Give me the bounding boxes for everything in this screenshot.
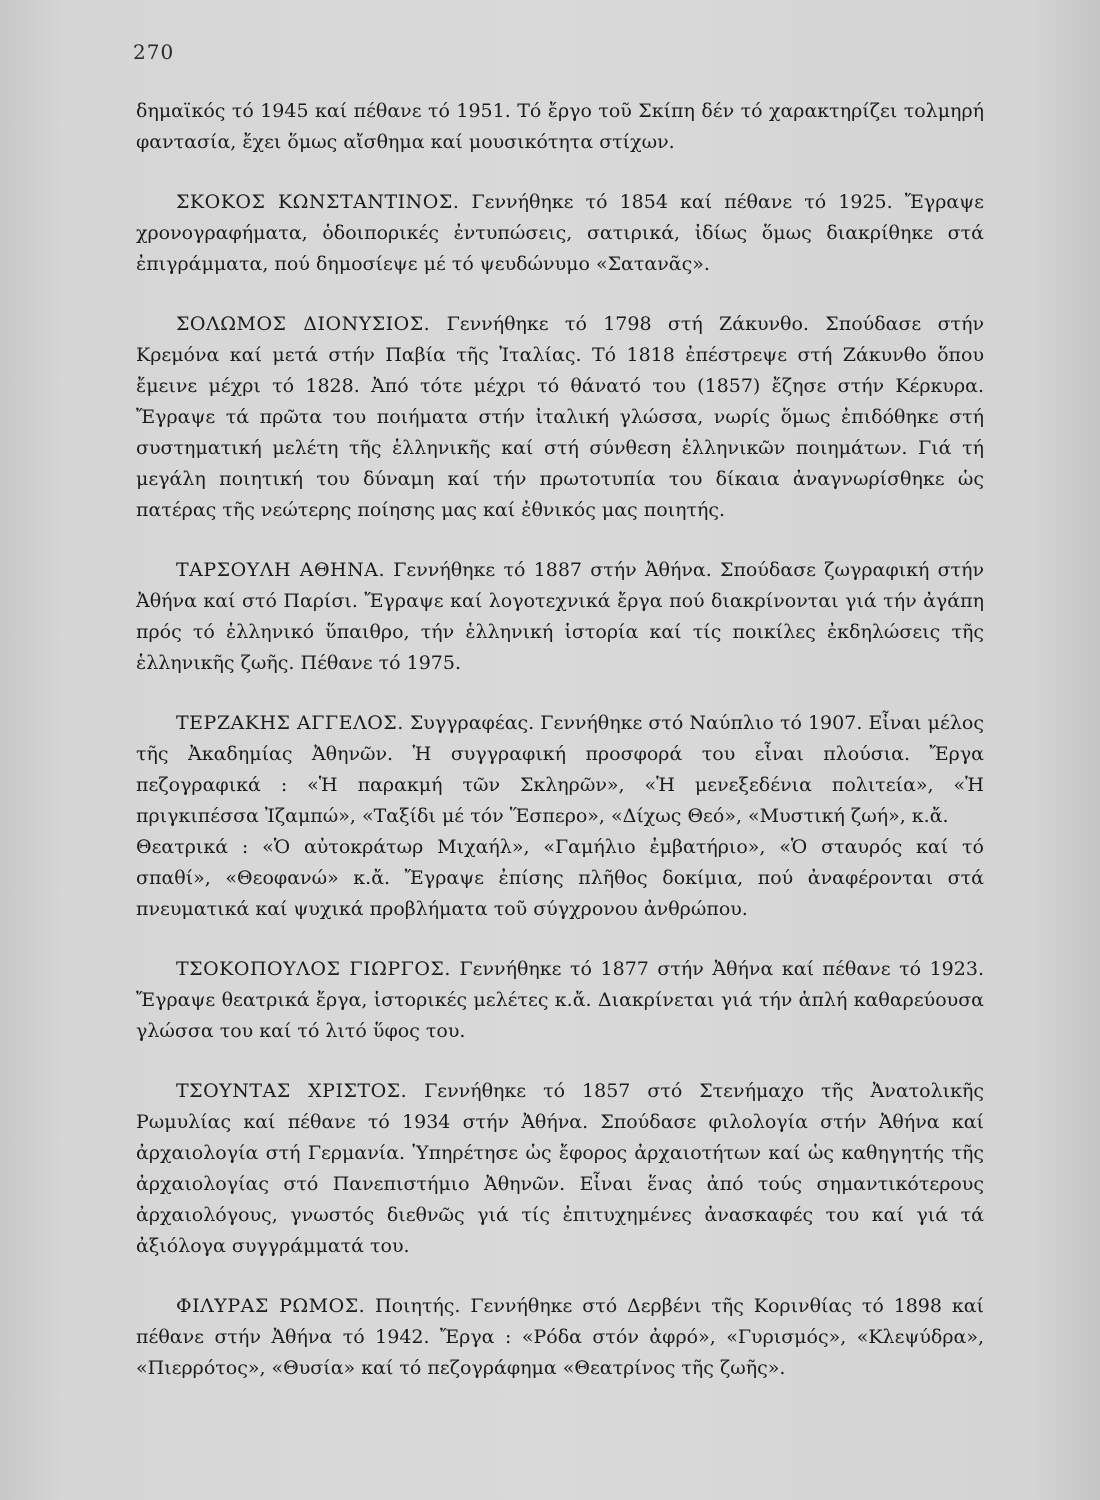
entry-name: ΤΣΟΥΝΤΑΣ ΧΡΙΣΤΟΣ.	[176, 1080, 408, 1102]
entry-name: ΤΕΡΖΑΚΗΣ ΑΓΓΕΛΟΣ.	[176, 712, 404, 734]
entry-name: ΤΣΟΚΟΠΟΥΛΟΣ ΓΙΩΡΓΟΣ.	[176, 958, 451, 980]
entry-tsountas	[136, 1076, 984, 1262]
entry-terzakis	[136, 708, 984, 832]
entry-solomos	[136, 309, 984, 526]
page-number: 270	[133, 40, 175, 64]
text-body	[136, 96, 984, 1413]
entry-skokos	[136, 187, 984, 280]
intro-paragraph: δημαϊκός τό 1945 καί πέθανε τό 1951. Τό ἔργο τοῦ Σκίπη δέν τό χαρακτηρίζει τολμηρή φαντασία, ἔχει ὅμως αἴσθημα καί μουσικότητα στίχων.	[136, 100, 984, 153]
entry-name: ΣΟΛΩΜΟΣ ΔΙΟΝΥΣΙΟΣ.	[176, 313, 431, 335]
entry-text: Ποιητής. Γεννήθηκε στό Δερβένι τῆς Κορινθίας τό 1898 καί πέθανε στήν Ἀθήνα τό 1942. Ἔργα : «Ρόδα στόν ἀφρό», «Γυρισμός», «Κλεψύδρα», «Πιερρότος», «Θυσία» καί τό πεζογράφημα «Θεατρίνος τῆς ζωῆς».	[136, 1295, 984, 1379]
entry-name: ΣΚΟΚΟΣ ΚΩΝΣΤΑΝΤΙΝΟΣ.	[176, 191, 460, 213]
entry-text: Γεννήθηκε τό 1887 στήν Ἀθήνα. Σπούδασε ζωγραφική στήν Ἀθήνα καί στό Παρίσι. Ἔγραψε καί λογοτεχνικά ἔργα πού διακρίνονται γιά τήν ἀγάπη πρός τό ἑλληνικό ὕπαιθρο, τήν ἑλληνική ἱστορία καί τίς ποικίλες ἐκδηλώσεις τῆς ἑλληνικῆς ζωῆς. Πέθανε τό 1975.	[136, 559, 984, 674]
entry-terzakis-continuation: Θεατρικά : «Ὁ αὐτοκράτωρ Μιχαήλ», «Γαμήλιο ἐμβατήριο», «Ὁ σταυρός καί τό σπαθί», «Θεοφανώ» κ.ἄ. Ἔγραψε ἐπίσης πλῆθος δοκίμια, πού ἀναφέρονται στά πνευματικά καί ψυχικά προβλήματα τοῦ σύγχρονου ἀνθρώπου.	[136, 836, 984, 920]
entry-text: Γεννήθηκε τό 1798 στή Ζάκυνθο. Σπούδασε στήν Κρεμόνα καί μετά στήν Παβία τῆς Ἰταλίας. Τό 1818 ἐπέστρεψε στή Ζάκυνθο ὅπου ἔμεινε μέχρι τό 1828. Ἀπό τότε μέχρι τό θάνατό του (1857) ἔζησε στήν Κέρκυρα. Ἔγραψε τά πρῶτα του ποιήματα στήν ἰταλική γλώσσα, νωρίς ὅμως ἐπιδόθηκε στή συστηματική μελέτη τῆς ἑλληνικῆς καί στή σύνθεση ἑλληνικῶν ποιημάτων. Γιά τή μεγάλη ποιητική του δύναμη καί τήν πρωτοτυπία του δίκαια ἀναγνωρίσθηκε ὡς πατέρας τῆς νεώτερης ποίησης μας καί ἐθνικός μας ποιητής.	[136, 313, 985, 521]
entry-text: Γεννήθηκε τό 1854 καί πέθανε τό 1925. Ἔγραψε χρονογραφήματα, ὁδοιπορικές ἐντυπώσεις, σατιρικά, ἰδίως ὅμως διακρίθηκε στά ἐπιγράμματα, πού δημοσίεψε μέ τό ψευδώνυμο «Σατανᾶς».	[136, 191, 984, 275]
entry-text: Γεννήθηκε τό 1857 στό Στενήμαχο τῆς Ἀνατολικῆς Ρωμυλίας καί πέθανε τό 1934 στήν Ἀθήνα. Σπούδασε φιλολογία στήν Ἀθήνα καί ἀρχαιολογία στή Γερμανία. Ὑπηρέτησε ὡς ἔφορος ἀρχαιοτήτων καί ὡς καθηγητής τῆς ἀρχαιολογίας στό Πανεπιστήμιο Ἀθηνῶν. Εἶναι ἕνας ἀπό τούς σημαντικότερους ἀρχαιολόγους, γνωστός διεθνῶς γιά τίς ἐπιτυχημένες ἀνασκαφές του καί γιά τά ἀξιόλογα συγγράμματά του.	[136, 1080, 984, 1257]
entry-filyras	[136, 1291, 984, 1384]
entry-tsokopoulos	[136, 954, 984, 1047]
entry-tarsouli	[136, 555, 984, 679]
entry-name: ΤΑΡΣΟΥΛΗ ΑΘΗΝΑ.	[176, 559, 385, 581]
entry-text: Συγγραφέας. Γεννήθηκε στό Ναύπλιο τό 1907. Εἶναι μέλος τῆς Ἀκαδημίας Ἀθηνῶν. Ἡ συγγραφική προσφορά του εἶναι πλούσια. Ἔργα πεζογραφικά : «Ἡ παρακμή τῶν Σκληρῶν», «Ἡ μενεξεδένια πολιτεία», «Ἡ πριγκιπέσσα Ἰζαμπώ», «Ταξίδι μέ τόν Ἕσπερο», «Δίχως Θεό», «Μυστική ζωή», κ.ἄ.	[136, 712, 984, 827]
entry-text: Γεννήθηκε τό 1877 στήν Ἀθήνα καί πέθανε τό 1923. Ἔγραψε θεατρικά ἔργα, ἱστορικές μελέτες κ.ἄ. Διακρίνεται γιά τήν ἁπλή καθαρεύουσα γλώσσα του καί τό λιτό ὕφος του.	[136, 958, 984, 1042]
entry-name: ΦΙΛΥΡΑΣ ΡΩΜΟΣ.	[176, 1295, 366, 1317]
